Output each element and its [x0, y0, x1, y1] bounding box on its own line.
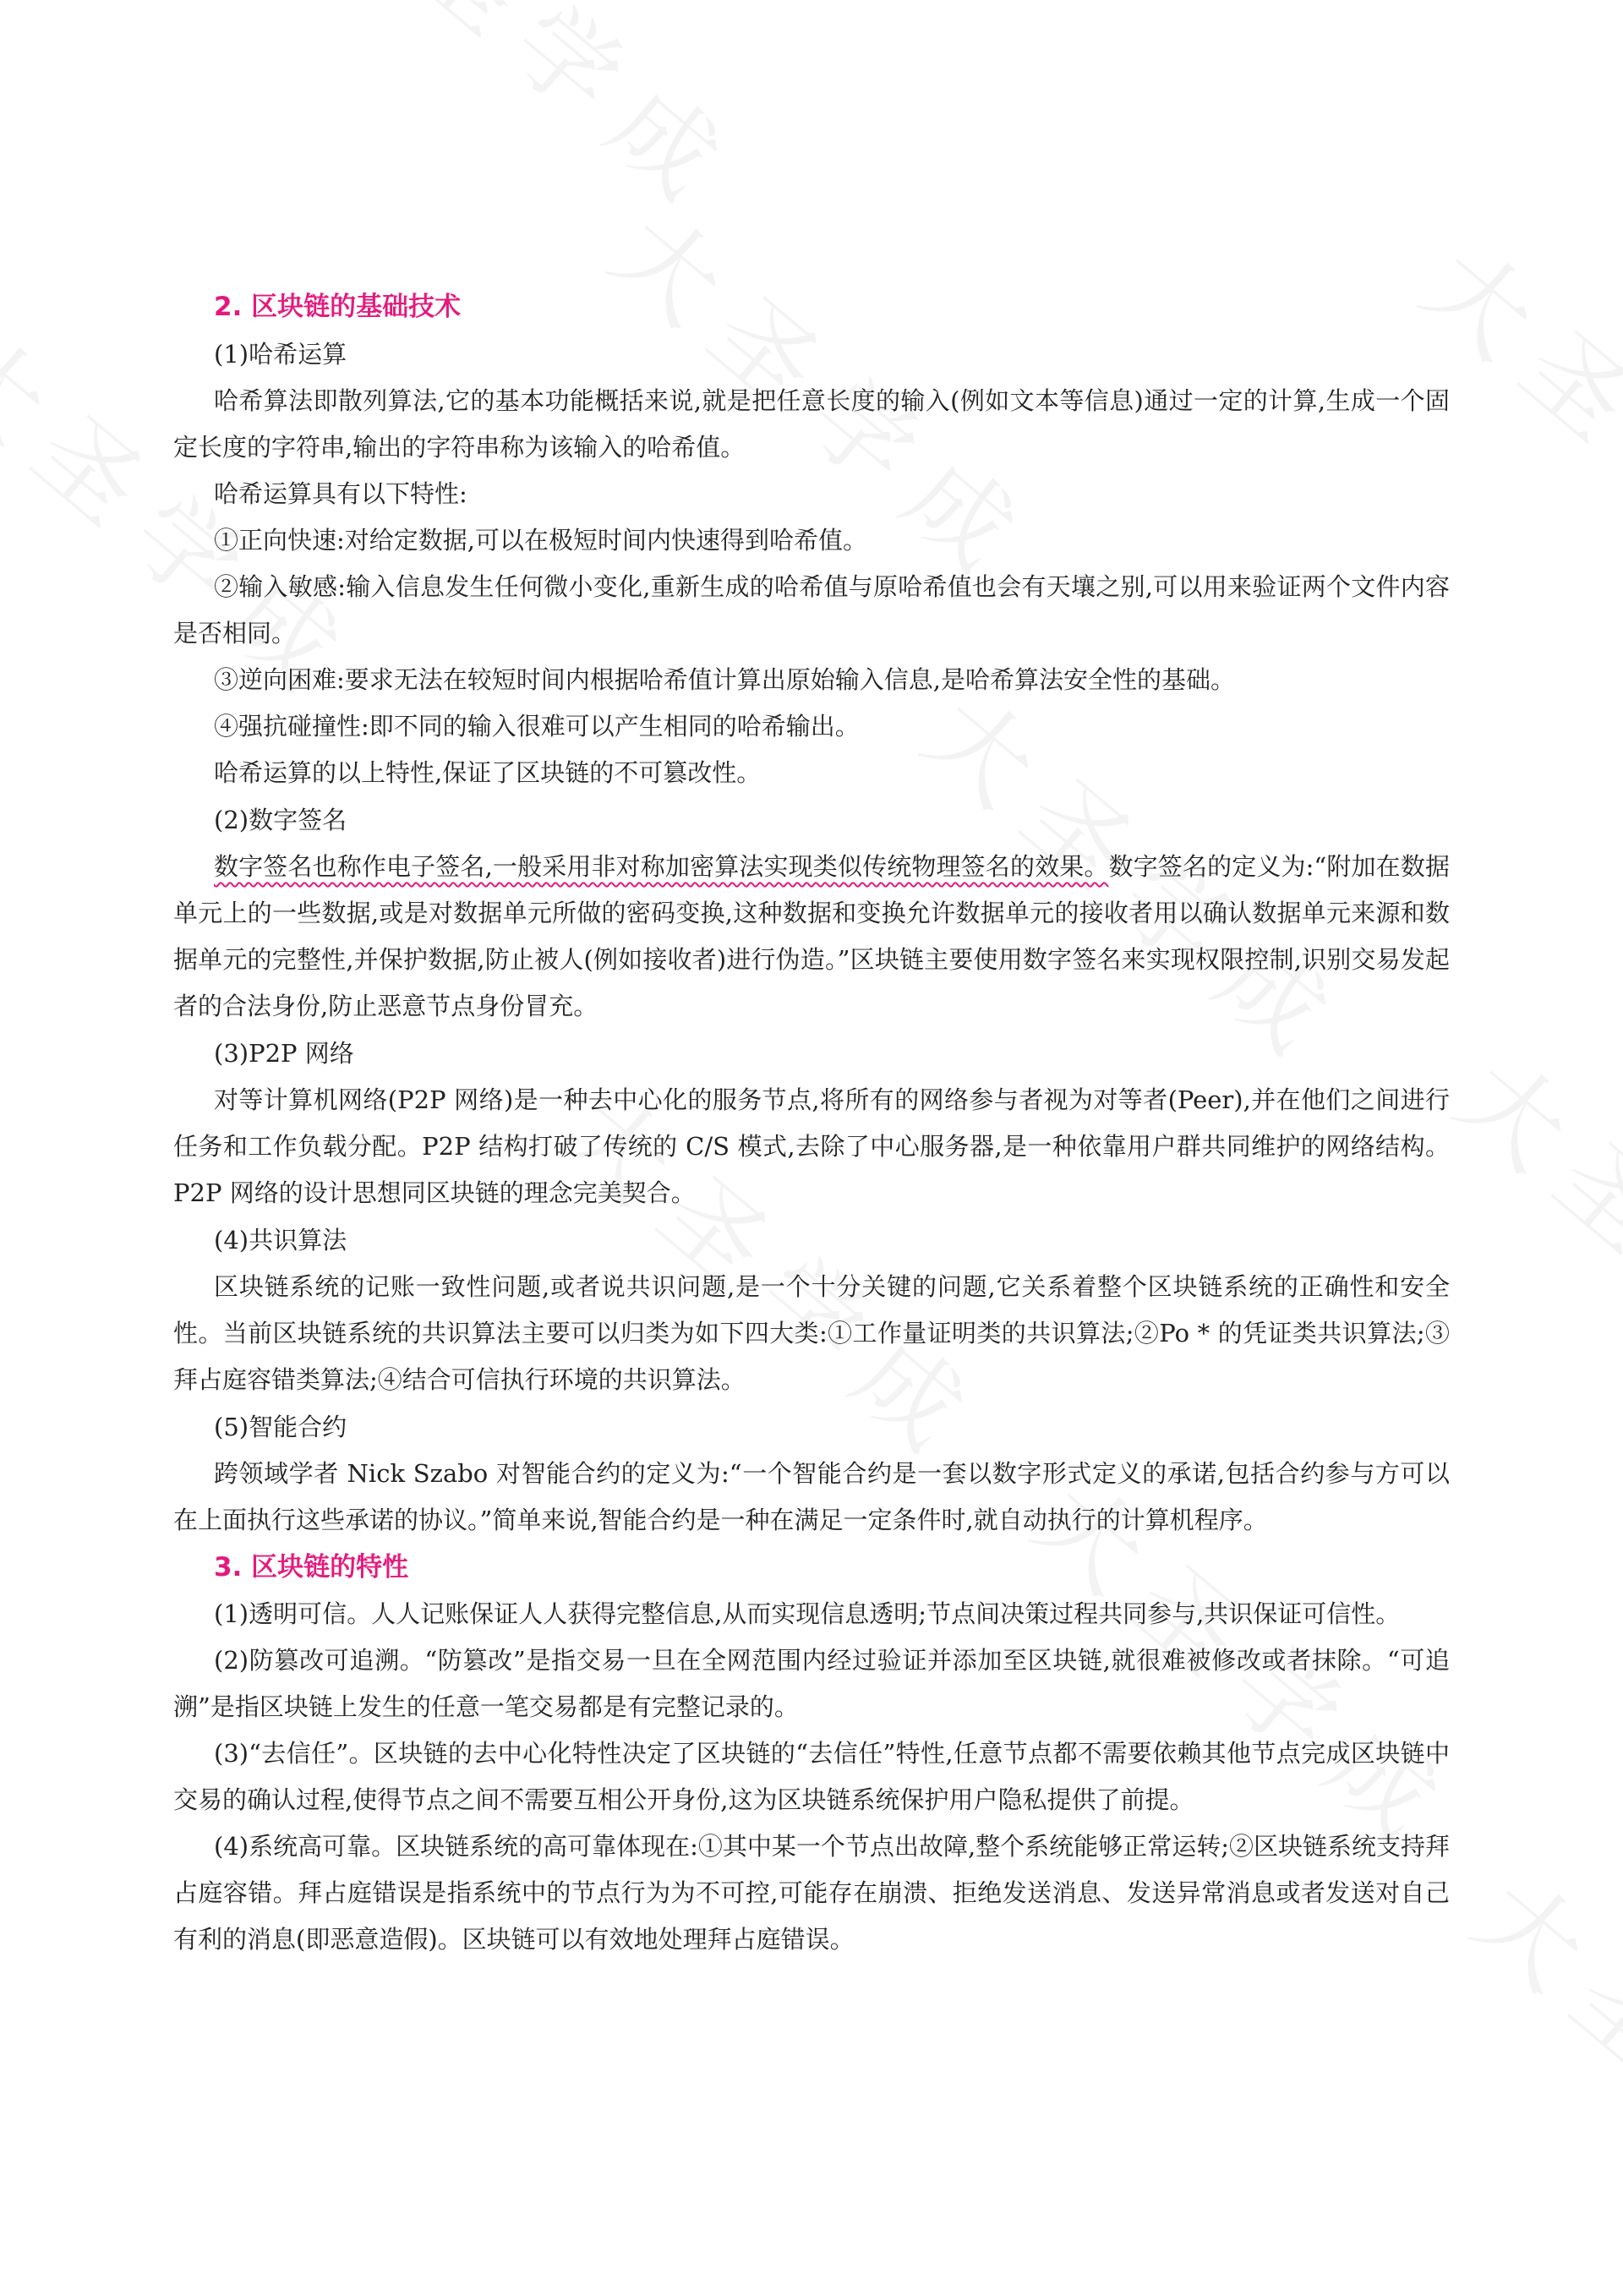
feature-transparent: (1)透明可信。人人记账保证人人获得完整信息,从而实现信息透明;节点间决策过程共同参与,共识保证可信性。: [214, 1599, 1401, 1628]
signature-paragraph: [173, 844, 1450, 1030]
watermark: [1450, 1840, 1623, 2277]
p2p-paragraph: 对等计算机网络(P2P 网络)是一种去中心化的服务节点,将所有的网络参与者视为对等者(Peer),并在他们之间进行任务和工作负载分配。P2P 结构打破了传统的 C/S 模式,去除了中心服务器,是一种依靠用户群共同维护的网络结构。P2P 网络的设计思想同区块链的理念完美契合。: [173, 1085, 1450, 1207]
consensus-paragraph: 区块链系统的记账一致性问题,或者说共识问题,是一个十分关键的问题,它关系着整个区块链系统的正确性和安全性。当前区块链系统的共识算法主要可以归类为如下四大类:①工作量证明类的共识算法;②Po * 的凭证类共识算法;③拜占庭容错类算法;④结合可信执行环境的共识算法。: [173, 1272, 1450, 1394]
feature-tamper-proof: (2)防篡改可追溯。“防篡改”是指交易一旦在全网范围内经过验证并添加至区块链,就很难被修改或者抹除。“可追溯”是指区块链上发生的任意一笔交易都是有完整记录的。: [173, 1646, 1450, 1721]
smart-contract-paragraph: 跨领域学者 Nick Szabo 对智能合约的定义为:“一个智能合约是一套以数字形式定义的承诺,包括合约参与方可以在上面执行这些承诺的协议。”简单来说,智能合约是一种在满足一定条件时,就自动执行的计算机程序。: [173, 1459, 1450, 1534]
section-title-features: 3. 区块链的特性: [214, 1552, 409, 1583]
watermark: [292, 0, 773, 241]
page-content: [173, 283, 1450, 1963]
hash-conclusion: 哈希运算的以上特性,保证了区块链的不可篡改性。: [214, 758, 762, 787]
subtitle-consensus: (4)共识算法: [214, 1226, 347, 1255]
feature-high-reliability: (4)系统高可靠。区块链系统的高可靠体现在:①其中某一个节点出故障,整个系统能够正常运转;②区块链系统支持拜占庭容错。拜占庭错误是指系统中的节点行为为不可控,可能存在崩溃、拒绝发送消息、发送异常消息或者发送对自己有利的消息(即恶意造假)。区块链可以有效地处理拜占庭错误。: [173, 1832, 1450, 1954]
signature-rest-text: 数字签名的定义为:“附加在数据单元上的一些数据,或是对数据单元所做的密码变换,这种数据和变换允许数据单元的接收者用以确认数据单元来源和数据单元的完整性,并保护数据,防止被人(例如接收者)进行伪造。”区块链主要使用数字签名来实现权限控制,识别交易发起者的合法身份,防止恶意节点身份冒充。: [173, 852, 1450, 1020]
subtitle-hash: (1)哈希运算: [214, 340, 347, 369]
hash-feature-1: ①正向快速:对给定数据,可以在极短时间内快速得到哈希值。: [214, 526, 867, 555]
subtitle-p2p: (3)P2P 网络: [214, 1039, 354, 1068]
subtitle-digital-signature: (2)数字签名: [214, 806, 347, 834]
feature-trustless: (3)“去信任”。区块链的去中心化特性决定了区块链的“去信任”特性,任意节点都不需要依赖其他节点完成区块链中交易的确认过程,使得节点之间不需要互相公开身份,这为区块链系统保护用户隐私提供了前提。: [173, 1739, 1450, 1814]
hash-feature-4: ④强抗碰撞性:即不同的输入很难可以产生相同的哈希输出。: [214, 712, 860, 741]
watermark: [1433, 1020, 1623, 1457]
signature-highlight-text: 数字签名也称作电子签名,一般采用非对称加密算法实现类似传统物理签名的效果。: [214, 852, 1109, 881]
hash-intro-paragraph: 哈希算法即散列算法,它的基本功能概括来说,就是把任意长度的输入(例如文本等信息)通过一定的计算,生成一个固定长度的字符串,输出的字符串称为该输入的哈希值。: [173, 386, 1450, 462]
hash-feature-3: ③逆向困难:要求无法在较短时间内根据哈希值计算出原始输入信息,是哈希算法安全性的基础。: [214, 665, 1235, 694]
subtitle-smart-contract: (5)智能合约: [214, 1413, 347, 1441]
hash-features-lead: 哈希运算具有以下特性:: [214, 479, 467, 508]
hash-feature-2: ②输入敏感:输入信息发生任何微小变化,重新生成的哈希值与原哈希值也会有天壤之别,可以用来验证两个文件内容是否相同。: [173, 572, 1450, 648]
section-title-basic-tech: 2. 区块链的基础技术: [214, 292, 462, 322]
